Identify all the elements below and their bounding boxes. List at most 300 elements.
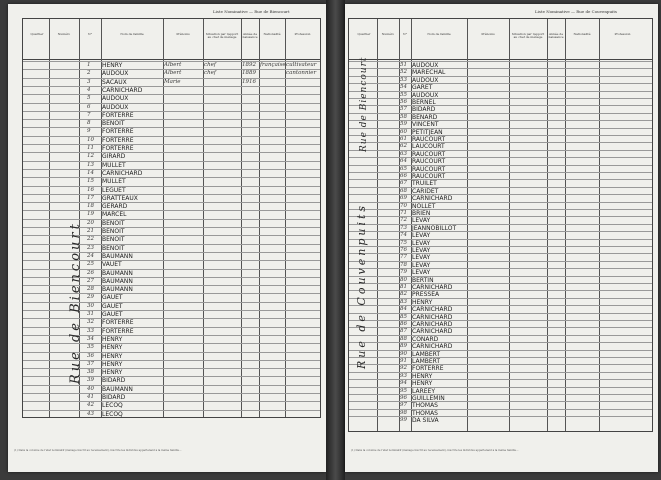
row-number: 30 <box>87 302 94 309</box>
row-rule <box>349 83 652 84</box>
first-name: Albert <box>164 70 182 77</box>
family-name: RAUCOURT <box>412 158 446 166</box>
family-name: GAUET <box>102 294 123 302</box>
row-rule <box>23 202 320 203</box>
row-number: 76 <box>400 247 407 253</box>
row-number: 88 <box>400 335 407 342</box>
family-name: GIRARD <box>102 153 126 161</box>
family-name: LEVAY <box>412 261 431 269</box>
nationality: française <box>260 62 286 68</box>
row-number: 36 <box>87 352 94 359</box>
row-rule <box>23 401 320 402</box>
row-rule <box>349 261 652 262</box>
row-number: 98 <box>400 409 407 416</box>
family-name: LEVAY <box>412 269 431 277</box>
column-header: Numéro <box>381 32 395 36</box>
row-number: 67 <box>400 180 407 187</box>
row-number: 43 <box>87 410 94 417</box>
row-rule <box>349 224 652 225</box>
row-number: 93 <box>400 372 407 379</box>
right-street-label-top: Rue de Biencourt <box>359 56 369 152</box>
left-table-header <box>23 19 320 60</box>
row-number: 14 <box>87 169 94 176</box>
row-number: 8 <box>87 120 91 127</box>
column-header: Numéro <box>57 32 71 36</box>
family-name: HENRY <box>412 372 433 380</box>
row-number: 85 <box>400 313 407 320</box>
row-number: 22 <box>87 236 94 243</box>
row-rule <box>349 202 652 203</box>
row-rule <box>349 105 652 106</box>
row-rule <box>23 86 320 87</box>
row-rule <box>349 246 652 247</box>
row-rule <box>349 128 652 129</box>
row-rule <box>349 268 652 269</box>
family-name: VAUET <box>102 261 122 269</box>
left-table <box>22 18 321 418</box>
family-name: CARNICHARD <box>102 169 143 177</box>
row-rule <box>349 416 652 417</box>
row-number: 12 <box>87 153 94 160</box>
family-name: HENRY <box>412 298 433 306</box>
column-divider <box>467 19 468 431</box>
row-number: 62 <box>400 143 407 150</box>
row-number: 37 <box>87 360 94 367</box>
row-number: 73 <box>400 224 407 231</box>
column-header: Profession <box>294 32 311 36</box>
family-name: MARCEL <box>102 211 127 219</box>
left-page-header: Liste Nominative — Rue de Biencourt <box>213 9 290 14</box>
family-name: BIDARD <box>412 106 436 114</box>
row-rule <box>349 327 652 328</box>
row-rule <box>349 157 652 158</box>
row-rule <box>23 94 320 95</box>
family-name: BAUMANN <box>102 286 133 294</box>
right-page-header: Liste Nominative — Rue de Couvenpuits <box>535 9 617 14</box>
row-rule <box>349 394 652 395</box>
row-number: 15 <box>87 178 94 185</box>
column-header: Année de naissance <box>242 32 258 39</box>
row-number: 89 <box>400 343 407 350</box>
row-number: 64 <box>400 158 407 165</box>
family-name: HENRY <box>102 344 123 352</box>
row-rule <box>349 283 652 284</box>
left-street-label: Rue de Biencourt <box>68 221 83 384</box>
row-rule <box>349 113 652 114</box>
row-rule <box>349 305 652 306</box>
family-name: HENRY <box>102 369 123 377</box>
family-name: LEVAY <box>412 232 431 240</box>
row-number: 80 <box>400 276 407 283</box>
row-rule <box>349 172 652 173</box>
family-name: HENRY <box>102 360 123 368</box>
row-number: 41 <box>87 394 94 400</box>
family-name: CARNICHARD <box>412 328 453 336</box>
family-name: SACAUX <box>102 78 127 86</box>
family-name: BAUMANN <box>102 269 133 277</box>
family-name: GRATTEAUX <box>102 194 138 202</box>
family-name: BENOIT <box>102 244 125 252</box>
family-name: FORTERRE <box>102 145 134 152</box>
row-rule <box>23 194 320 195</box>
row-rule <box>349 150 652 151</box>
row-rule <box>349 98 652 99</box>
row-number: 84 <box>400 306 407 313</box>
family-name: BAUMANN <box>102 385 133 393</box>
column-divider <box>547 19 548 431</box>
column-header: Nationalité <box>263 32 281 36</box>
column-divider <box>599 19 600 431</box>
row-rule <box>349 165 652 166</box>
family-name: AUDOUX <box>102 95 129 103</box>
row-rule <box>349 187 652 188</box>
family-name: RAUCOURT <box>412 136 446 143</box>
row-number: 42 <box>87 402 94 409</box>
row-rule <box>23 219 320 220</box>
left-footnote: (1) Dans la colonne de l'état nominatif (ménage inscrit au recensement), inscrire les individus appartenant à la même famille... <box>14 449 182 452</box>
row-rule <box>349 342 652 343</box>
row-rule <box>349 61 652 62</box>
row-number: 13 <box>87 161 94 168</box>
row-rule <box>23 144 320 145</box>
row-number: 27 <box>87 277 94 284</box>
column-divider <box>509 19 510 431</box>
family-name: LEVAY <box>412 254 431 262</box>
row-number: 90 <box>400 350 407 357</box>
right-table-header <box>349 19 652 60</box>
family-name: CONARD <box>412 335 439 343</box>
family-name: AUDOUX <box>102 70 129 78</box>
row-number: 72 <box>400 217 407 224</box>
row-number: 74 <box>400 232 407 239</box>
family-name: PRESSEA <box>412 291 440 299</box>
row-number: 33 <box>87 327 94 334</box>
row-number: 23 <box>87 244 94 251</box>
row-number: 87 <box>400 328 407 335</box>
family-name: PETITJEAN <box>412 128 443 136</box>
row-rule <box>349 135 652 136</box>
row-number: 31 <box>87 311 94 317</box>
row-number: 94 <box>400 380 407 387</box>
relation: chef <box>204 70 216 77</box>
family-name: VINCENT <box>412 121 439 129</box>
row-rule <box>349 387 652 388</box>
family-name: HENRY <box>102 62 123 69</box>
column-header: Situation par rapport au chef de ménage <box>205 32 239 39</box>
row-number: 99 <box>400 417 407 424</box>
family-name: AUDOUX <box>412 91 439 99</box>
row-number: 92 <box>400 365 407 372</box>
column-divider <box>377 19 378 431</box>
family-name: HENRY <box>412 380 433 388</box>
row-rule <box>349 231 652 232</box>
family-name: HENRY <box>102 335 123 343</box>
birth-year: 1889 <box>242 70 256 77</box>
row-number: 4 <box>87 86 91 93</box>
column-header: N° <box>402 32 408 36</box>
row-rule <box>23 119 320 120</box>
row-rule <box>23 385 320 386</box>
family-name: CARNICHARD <box>412 306 453 314</box>
row-number: 19 <box>87 211 94 218</box>
profession: cultivateur <box>286 62 317 68</box>
row-number: 69 <box>400 195 407 202</box>
family-name: CARIDET <box>412 187 439 195</box>
row-number: 20 <box>87 219 94 226</box>
row-rule <box>23 169 320 170</box>
family-name: GERARD <box>102 203 128 211</box>
right-page <box>345 4 658 472</box>
family-name: LAMBERT <box>412 358 441 365</box>
birth-year: 1892 <box>242 62 256 68</box>
row-rule <box>349 313 652 314</box>
row-number: 7 <box>87 111 91 118</box>
row-rule <box>23 127 320 128</box>
family-name: BENOIT <box>102 236 125 244</box>
family-name: MULLET <box>102 161 126 169</box>
row-number: 81 <box>400 284 407 290</box>
family-name: RAUCOURT <box>412 173 446 180</box>
family-name: BENOIT <box>102 228 125 235</box>
column-header: Profession <box>614 32 631 36</box>
column-divider <box>565 19 566 431</box>
family-name: AUDOUX <box>412 76 439 84</box>
column-header: Nationalité <box>573 32 591 36</box>
row-number: 83 <box>400 298 407 305</box>
family-name: JEANNOBILLOT <box>412 224 457 232</box>
row-number: 16 <box>87 186 94 193</box>
family-name: CARNICHARD <box>412 284 453 291</box>
family-name: GAUET <box>102 311 123 318</box>
row-rule <box>349 76 652 77</box>
family-name: FORTERRE <box>412 365 444 373</box>
row-rule <box>349 290 652 291</box>
right-footnote: (1) Dans la colonne de l'état nominatif (ménage inscrit au recensement), inscrire les individus appartenant à la même famille... <box>351 449 519 452</box>
family-name: BENOIT <box>102 219 125 227</box>
row-rule <box>349 379 652 380</box>
family-name: BIDARD <box>102 394 126 401</box>
family-name: TRUILET <box>412 180 437 188</box>
family-name: LAREEY <box>412 387 436 395</box>
row-rule <box>349 364 652 365</box>
family-name: CARNICHARD <box>412 321 453 328</box>
family-name: LEVAY <box>412 217 431 225</box>
row-number: 32 <box>87 319 94 326</box>
family-name: BIDARD <box>102 377 126 385</box>
row-number: 63 <box>400 150 407 157</box>
column-header: Prénoms <box>481 32 495 36</box>
first-name: Albert <box>164 62 182 68</box>
row-number: 53 <box>400 76 407 83</box>
row-number: 71 <box>400 210 407 216</box>
row-rule <box>349 194 652 195</box>
row-rule <box>349 120 652 121</box>
row-number: 40 <box>87 385 94 392</box>
row-number: 59 <box>400 121 407 128</box>
row-rule <box>23 152 320 153</box>
family-name: GUILLEMIN <box>412 395 445 402</box>
row-rule <box>349 253 652 254</box>
row-number: 75 <box>400 239 407 246</box>
row-number: 25 <box>87 261 94 268</box>
row-rule <box>349 320 652 321</box>
family-name: CARNICHARD <box>412 195 453 203</box>
family-name: FORTERRE <box>102 319 134 327</box>
row-number: 34 <box>87 335 94 342</box>
row-number: 79 <box>400 269 407 276</box>
profession: cantonnier <box>286 70 317 77</box>
family-name: FORTERRE <box>102 327 134 335</box>
column-header: Année de naissance <box>548 32 564 39</box>
first-name: Marie <box>164 78 181 85</box>
row-number: 10 <box>87 136 94 143</box>
family-name: AUDOUX <box>102 103 129 111</box>
row-number: 3 <box>87 78 91 85</box>
family-name: BENOIT <box>102 120 125 128</box>
row-number: 77 <box>400 254 407 261</box>
row-rule <box>23 111 320 112</box>
row-rule <box>23 393 320 394</box>
row-number: 5 <box>87 95 91 102</box>
family-name: BRIEN <box>412 210 431 217</box>
family-name: LECOQ <box>102 402 123 410</box>
row-number: 38 <box>87 369 94 376</box>
row-rule <box>23 136 320 137</box>
family-name: BERTIN <box>412 276 434 284</box>
row-rule <box>23 186 320 187</box>
row-number: 96 <box>400 395 407 401</box>
row-rule <box>349 350 652 351</box>
family-name: HENRY <box>102 352 123 360</box>
row-rule <box>23 410 320 411</box>
row-number: 97 <box>400 402 407 409</box>
row-number: 60 <box>400 128 407 135</box>
column-header: Prénoms <box>176 32 190 36</box>
family-name: LAMBERT <box>412 350 441 358</box>
row-number: 28 <box>87 286 94 293</box>
book-spine <box>326 0 345 480</box>
row-number: 26 <box>87 269 94 276</box>
row-number: 54 <box>400 84 407 91</box>
relation: chef <box>204 62 216 68</box>
family-name: DA SILVA <box>412 417 439 425</box>
family-name: MULLET <box>102 178 126 186</box>
row-number: 91 <box>400 358 407 364</box>
column-header: Quartier <box>30 32 44 36</box>
family-name: GAUET <box>102 302 123 310</box>
column-header: Situation par rapport au chef de ménage <box>511 32 545 39</box>
family-name: RAUCOURT <box>412 150 446 158</box>
row-rule <box>349 401 652 402</box>
right-table <box>348 18 653 432</box>
family-name: LEVAY <box>412 247 431 254</box>
row-number: 86 <box>400 321 407 327</box>
row-number: 70 <box>400 202 407 209</box>
row-rule <box>349 68 652 69</box>
family-name: NOLLET <box>412 202 436 210</box>
row-rule <box>349 216 652 217</box>
row-number: 17 <box>87 194 94 201</box>
row-number: 57 <box>400 106 407 113</box>
family-name: GARET <box>412 84 433 92</box>
family-name: FORTERRE <box>102 128 134 136</box>
column-header: Nom de famille <box>427 32 451 36</box>
row-rule <box>349 239 652 240</box>
row-number: 52 <box>400 69 407 76</box>
column-header: Nom de famille <box>120 32 144 36</box>
family-name: THOMAS <box>412 402 438 410</box>
family-name: LEGUET <box>102 186 126 194</box>
family-name: BAUMANN <box>102 252 133 260</box>
family-name: CARNICHARD <box>412 313 453 321</box>
row-number: 9 <box>87 128 91 135</box>
row-number: 24 <box>87 252 94 259</box>
row-rule <box>349 209 652 210</box>
left-page <box>8 4 326 472</box>
right-street-label: Rue de Couvenpuits <box>355 202 368 369</box>
family-name: RAUCOURT <box>412 165 446 173</box>
row-rule <box>23 177 320 178</box>
row-rule <box>349 142 652 143</box>
family-name: BAUMANN <box>102 277 133 285</box>
row-number: 21 <box>87 228 94 234</box>
row-number: 58 <box>400 113 407 120</box>
row-rule <box>23 103 320 104</box>
row-rule <box>23 210 320 211</box>
family-name: CARNICHARD <box>412 343 453 351</box>
row-number: 68 <box>400 187 407 194</box>
row-number: 39 <box>87 377 94 384</box>
row-number: 51 <box>400 62 407 68</box>
family-name: LECOQ <box>102 410 123 418</box>
row-rule <box>349 179 652 180</box>
row-rule <box>349 357 652 358</box>
row-number: 29 <box>87 294 94 301</box>
row-number: 35 <box>87 344 94 351</box>
column-header: Quartier <box>357 32 371 36</box>
row-rule <box>349 276 652 277</box>
row-rule <box>349 298 652 299</box>
row-rule <box>349 409 652 410</box>
row-number: 18 <box>87 203 94 210</box>
row-rule <box>23 161 320 162</box>
row-number: 82 <box>400 291 407 298</box>
row-number: 55 <box>400 91 407 98</box>
row-number: 61 <box>400 136 407 142</box>
row-number: 56 <box>400 99 407 105</box>
column-header: N° <box>87 32 93 36</box>
row-number: 6 <box>87 103 91 110</box>
family-name: BERNEL <box>412 99 436 106</box>
birth-year: 1916 <box>242 78 256 85</box>
row-rule <box>349 335 652 336</box>
family-name: FORTERRE <box>102 111 134 119</box>
row-number: 11 <box>87 145 94 151</box>
family-name: THOMAS <box>412 409 438 417</box>
row-number: 2 <box>87 70 91 77</box>
family-name: LAUCOURT <box>412 143 445 151</box>
family-name: MARECHAL <box>412 69 446 77</box>
row-number: 65 <box>400 165 407 172</box>
row-number: 78 <box>400 261 407 268</box>
family-name: BENARD <box>412 113 438 121</box>
row-number: 95 <box>400 387 407 394</box>
family-name: AUDOUX <box>412 62 439 69</box>
family-name: FORTERRE <box>102 136 134 144</box>
row-rule <box>349 372 652 373</box>
row-rule <box>349 91 652 92</box>
family-name: LEVAY <box>412 239 431 247</box>
